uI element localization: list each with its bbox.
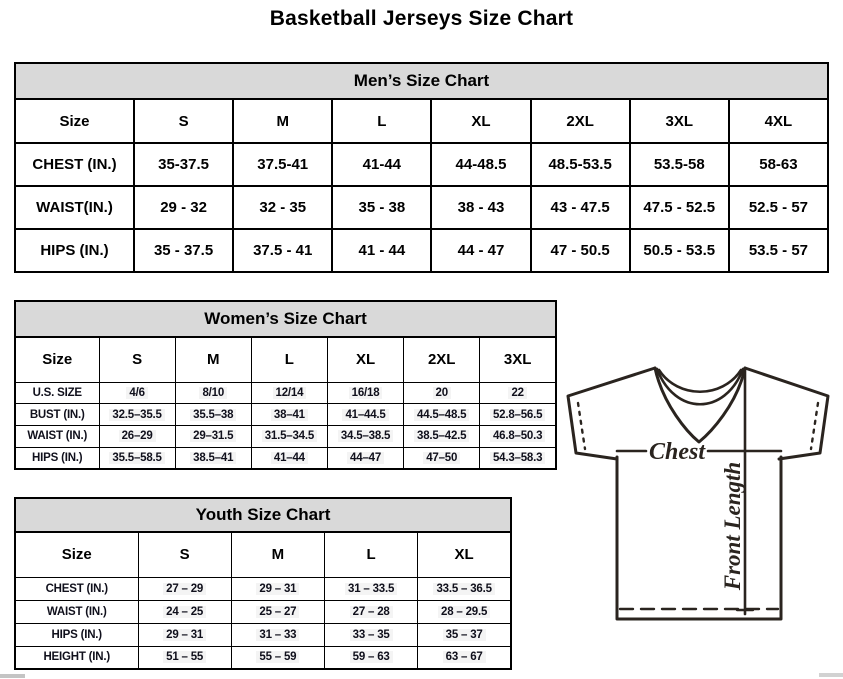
size-header-row: [15, 337, 556, 382]
measurement-value-cell: [418, 577, 511, 600]
mens-chart-header: Men’s Size Chart: [14, 62, 829, 100]
jersey-collar-icon: [657, 369, 743, 404]
jersey-cuff-seam: [811, 403, 818, 449]
measurement-value-cell: [231, 623, 324, 646]
measurement-value: 16/18: [349, 387, 383, 399]
measurement-value-cell: [231, 646, 324, 669]
measurement-value-cell: [251, 447, 327, 469]
measurement-value-cell: [138, 600, 231, 623]
measurement-row-label: CHEST (IN.): [15, 577, 138, 600]
measurement-value-cell: [175, 447, 251, 469]
measurement-value-cell: [325, 623, 418, 646]
measurement-row: [15, 623, 511, 646]
measurement-value-cell: [327, 426, 403, 448]
measurement-value-cell: [251, 404, 327, 426]
measurement-value: 31 – 33.5: [345, 583, 397, 595]
measurement-value-cell: [327, 404, 403, 426]
measurement-row: [15, 186, 828, 229]
size-column-header: S: [138, 532, 231, 577]
measurement-value: 33.5 – 36.5: [433, 583, 494, 595]
measurement-value-cell: [233, 143, 332, 186]
measurement-value-cell: [332, 229, 431, 272]
measurement-row-label: U.S. SIZE: [15, 382, 99, 404]
measurement-value: 29 - 32: [160, 199, 207, 216]
measurement-value: 55 – 59: [256, 651, 299, 663]
size-column-header: L: [332, 99, 431, 143]
measurement-value-cell: [418, 623, 511, 646]
measurement-value: 38–41: [271, 409, 308, 421]
jersey-cuff-seam: [578, 403, 585, 449]
measurement-value: 29 – 31: [163, 629, 206, 641]
measurement-value-cell: [233, 229, 332, 272]
measurement-value: 35.5–58.5: [109, 452, 164, 464]
size-column-header: 3XL: [630, 99, 729, 143]
measurement-value-cell: [233, 186, 332, 229]
scrollbar-fragment-left[interactable]: [0, 674, 25, 678]
measurement-value: 41 - 44: [358, 242, 406, 259]
measurement-value-cell: [404, 404, 480, 426]
measurement-value: 53.5-58: [653, 156, 705, 173]
measurement-value-cell: [99, 447, 175, 469]
womens-size-table: [14, 336, 557, 470]
size-column-header: 2XL: [404, 337, 480, 382]
jersey-measurement-diagram: [560, 362, 840, 626]
measurement-row: [15, 229, 828, 272]
measurement-value-cell: [418, 600, 511, 623]
measurement-value: 63 – 67: [443, 651, 486, 663]
measurement-value: 27 – 28: [350, 606, 393, 618]
measurement-row-label: WAIST (IN.): [15, 426, 99, 448]
measurement-value: 38.5–41: [190, 452, 236, 464]
size-column-header: M: [231, 532, 324, 577]
measurement-value-cell: [138, 577, 231, 600]
measurement-value: 53.5 - 57: [748, 242, 809, 259]
measurement-value: 44–47: [347, 452, 384, 464]
measurement-value-cell: [138, 646, 231, 669]
measurement-value: 41–44: [271, 452, 308, 464]
size-corner-header: Size: [15, 99, 134, 143]
measurement-value: 44 - 47: [457, 242, 505, 259]
measurement-value: 41–44.5: [342, 409, 388, 421]
youth-size-table: [14, 531, 512, 670]
size-column-header: M: [233, 99, 332, 143]
measurement-row-label: BUST (IN.): [15, 404, 99, 426]
measurement-value: 29–31.5: [190, 430, 236, 442]
measurement-value: 20: [433, 387, 451, 399]
measurement-value: 27 – 29: [163, 583, 206, 595]
measurement-row-label: HIPS (IN.): [15, 229, 134, 272]
size-corner-header: Size: [15, 337, 99, 382]
measurement-value-cell: [99, 382, 175, 404]
measurement-value: 37.5-41: [257, 156, 309, 173]
measurement-value-cell: [418, 646, 511, 669]
measurement-value: 47 - 50.5: [550, 242, 610, 259]
measurement-value: 26–29: [119, 430, 156, 442]
measurement-value-cell: [99, 404, 175, 426]
measurement-value: 54.3–58.3: [490, 452, 545, 464]
size-column-header: 2XL: [531, 99, 630, 143]
measurement-value-cell: [134, 143, 233, 186]
size-column-header: XL: [431, 99, 530, 143]
measurement-value-cell: [134, 229, 233, 272]
measurement-value-cell: [325, 600, 418, 623]
measurement-value: 37.5 - 41: [253, 242, 313, 259]
measurement-value: 41-44: [362, 156, 402, 173]
measurement-value: 58-63: [759, 156, 798, 173]
youth-chart-header: Youth Size Chart: [14, 497, 512, 533]
jersey-torso: [617, 457, 781, 619]
size-column-header: S: [134, 99, 233, 143]
jersey-left-sleeve: [568, 368, 655, 459]
measurement-value-cell: [531, 143, 630, 186]
measurement-value-cell: [630, 229, 729, 272]
measurement-value-cell: [431, 186, 530, 229]
measurement-value: 34.5–38.5: [338, 430, 393, 442]
measurement-value: 47–50: [423, 452, 460, 464]
measurement-value-cell: [175, 382, 251, 404]
measurement-value-cell: [480, 447, 556, 469]
measurement-value-cell: [630, 186, 729, 229]
measurement-value: 32 - 35: [259, 199, 307, 216]
measurement-value: 52.8–56.5: [490, 409, 545, 421]
measurement-value-cell: [332, 143, 431, 186]
measurement-value-cell: [134, 186, 233, 229]
measurement-value-cell: [332, 186, 431, 229]
measurement-value-cell: [231, 600, 324, 623]
measurement-value-cell: [480, 426, 556, 448]
womens-size-chart-section: [14, 300, 557, 470]
measurement-value: 32.5–35.5: [109, 409, 164, 421]
measurement-value: 51 – 55: [163, 651, 206, 663]
measurement-value-cell: [327, 382, 403, 404]
size-corner-header: Size: [15, 532, 138, 577]
measurement-row: [15, 382, 556, 404]
measurement-value-cell: [325, 646, 418, 669]
measurement-value-cell: [325, 577, 418, 600]
measurement-value: 47.5 - 52.5: [643, 199, 716, 216]
measurement-value-cell: [175, 404, 251, 426]
measurement-value: 35 - 38: [358, 199, 406, 216]
front-length-label: Front Length: [720, 461, 745, 591]
mens-size-table: [14, 98, 829, 273]
measurement-value: 25 – 27: [256, 606, 299, 618]
measurement-value-cell: [175, 426, 251, 448]
measurement-value-cell: [404, 382, 480, 404]
measurement-value: 38.5–42.5: [414, 430, 469, 442]
size-header-row: [15, 99, 828, 143]
measurement-value-cell: [231, 577, 324, 600]
measurement-row: [15, 577, 511, 600]
measurement-row: [15, 404, 556, 426]
measurement-value-cell: [138, 623, 231, 646]
measurement-row: [15, 143, 828, 186]
measurement-value: 52.5 - 57: [748, 199, 809, 216]
measurement-value-cell: [99, 426, 175, 448]
measurement-value-cell: [431, 229, 530, 272]
page-title: Basketball Jerseys Size Chart: [269, 7, 574, 30]
measurement-row-label: WAIST (IN.): [15, 600, 138, 623]
measurement-value-cell: [729, 143, 828, 186]
measurement-value: 22: [508, 387, 526, 399]
measurement-value: 24 – 25: [163, 606, 206, 618]
mens-size-chart-section: [14, 62, 829, 273]
size-column-header: 4XL: [729, 99, 828, 143]
measurement-value: 4/6: [126, 387, 147, 399]
measurement-row: [15, 447, 556, 469]
measurement-value: 35 - 37.5: [153, 242, 214, 259]
measurement-row: [15, 600, 511, 623]
measurement-value: 59 – 63: [350, 651, 393, 663]
measurement-value-cell: [404, 447, 480, 469]
size-column-header: M: [175, 337, 251, 382]
measurement-value: 35-37.5: [158, 156, 209, 173]
measurement-value-cell: [431, 143, 530, 186]
measurement-value: 31 – 33: [256, 629, 299, 641]
measurement-value: 38 - 43: [457, 199, 505, 216]
scrollbar-fragment-right[interactable]: [819, 673, 843, 677]
measurement-value: 43 - 47.5: [550, 199, 610, 216]
measurement-row-label: WAIST(IN.): [15, 186, 134, 229]
measurement-value: 50.5 - 53.5: [643, 242, 716, 259]
measurement-value-cell: [251, 382, 327, 404]
measurement-value: 31.5–34.5: [262, 430, 317, 442]
measurement-value-cell: [729, 186, 828, 229]
measurement-value: 46.8–50.3: [490, 430, 545, 442]
measurement-value: 12/14: [273, 387, 307, 399]
measurement-row: [15, 646, 511, 669]
measurement-value: 33 – 35: [350, 629, 393, 641]
measurement-value-cell: [729, 229, 828, 272]
measurement-value-cell: [327, 447, 403, 469]
womens-chart-header: Women’s Size Chart: [14, 300, 557, 338]
size-column-header: XL: [418, 532, 511, 577]
youth-size-chart-section: [14, 497, 512, 670]
measurement-value: 28 – 29.5: [438, 606, 490, 618]
measurement-value-cell: [630, 143, 729, 186]
size-column-header: L: [251, 337, 327, 382]
measurement-row-label: HIPS (IN.): [15, 623, 138, 646]
size-column-header: XL: [327, 337, 403, 382]
size-header-row: [15, 532, 511, 577]
size-column-header: 3XL: [480, 337, 556, 382]
measurement-value-cell: [531, 186, 630, 229]
jersey-collar-icon: [659, 370, 741, 392]
measurement-value: 44-48.5: [455, 156, 507, 173]
measurement-row: [15, 426, 556, 448]
measurement-row-label: CHEST (IN.): [15, 143, 134, 186]
measurement-value-cell: [531, 229, 630, 272]
size-column-header: L: [325, 532, 418, 577]
measurement-row-label: HEIGHT (IN.): [15, 646, 138, 669]
measurement-value-cell: [251, 426, 327, 448]
measurement-value: 35 – 37: [443, 629, 486, 641]
measurement-value: 44.5–48.5: [414, 409, 469, 421]
measurement-row-label: HIPS (IN.): [15, 447, 99, 469]
size-column-header: S: [99, 337, 175, 382]
measurement-value-cell: [404, 426, 480, 448]
measurement-value-cell: [480, 382, 556, 404]
chest-label: Chest: [648, 439, 706, 465]
measurement-value: 8/10: [199, 387, 227, 399]
measurement-value-cell: [480, 404, 556, 426]
measurement-value: 35.5–38: [190, 409, 236, 421]
measurement-value: 29 – 31: [256, 583, 299, 595]
measurement-value: 48.5-53.5: [548, 156, 612, 173]
